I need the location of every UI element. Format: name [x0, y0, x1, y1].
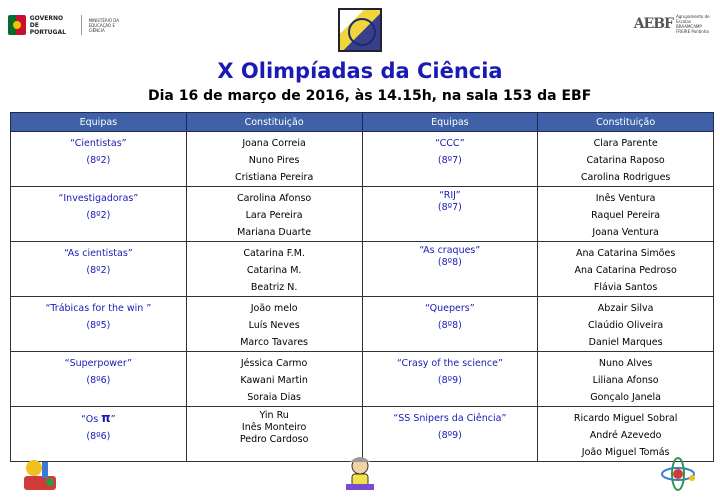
portugal-emblem-icon — [8, 15, 26, 35]
team-name: “Superpower” — [64, 358, 133, 369]
member-name: Gonçalo Janela — [590, 392, 661, 403]
team-class: (8º2) — [86, 265, 111, 276]
team-class: (8º8) — [437, 320, 462, 331]
member-name: Pedro Cardoso — [239, 434, 309, 445]
members-cell — [186, 297, 362, 352]
team-cell — [11, 297, 187, 352]
team-class: (8º2) — [86, 155, 111, 166]
pi-symbol: π — [101, 411, 111, 425]
column-header-members: Constituição — [538, 113, 714, 132]
table-row — [11, 352, 714, 407]
team-name: “Investigadoras” — [58, 193, 139, 204]
team-cell — [362, 187, 538, 242]
team-cell — [362, 297, 538, 352]
member-name: Soraia Dias — [247, 392, 302, 403]
school-name: Agrupamento de Escolas BRAAMCAMP FREIRE Pontinha — [676, 14, 710, 34]
member-name: Marco Tavares — [240, 337, 308, 348]
member-name: Nuno Pires — [248, 155, 300, 166]
member-name: Ricardo Miguel Sobral — [573, 413, 678, 424]
atom-clipart-icon — [658, 454, 698, 494]
team-name: “SS Snipers da Ciência” — [393, 413, 507, 424]
member-name: Joana Correia — [242, 138, 306, 149]
team-class: (8º9) — [437, 375, 462, 386]
member-name: Carolina Rodrigues — [580, 172, 671, 183]
team-cell — [11, 242, 187, 297]
member-name: Catarina F.M. — [243, 248, 305, 259]
team-class: (8º7) — [437, 155, 462, 166]
member-name: André Azevedo — [589, 430, 662, 441]
member-name: Abzair Silva — [597, 303, 654, 314]
ministry-name: MINISTÉRIO DA EDUCAÇÃO E CIÊNCIA — [88, 17, 120, 33]
member-name: Inês Monteiro — [241, 422, 307, 433]
member-name: Jéssica Carmo — [240, 358, 308, 369]
event-details: Dia 16 de março de 2016, às 14.15h, na sala 153 da EBF — [148, 88, 592, 104]
team-name: “Os π” — [81, 411, 116, 425]
members-cell — [538, 352, 714, 407]
member-name: Mariana Duarte — [237, 227, 312, 238]
table-row — [11, 297, 714, 352]
member-name: Yin Ru — [259, 410, 289, 421]
team-cell — [11, 187, 187, 242]
table-row — [11, 187, 714, 242]
member-name: Liliana Afonso — [592, 375, 659, 386]
column-header-teams: Equipas — [11, 113, 187, 132]
teams-table — [10, 112, 714, 462]
team-name: “Trábicas for the win ” — [45, 303, 152, 314]
member-name: Joana Ventura — [592, 227, 659, 238]
table-row — [11, 132, 714, 187]
member-name: Claúdio Oliveira — [588, 320, 664, 331]
government-logo — [8, 12, 128, 38]
logo-divider — [81, 15, 82, 35]
member-name: Catarina M. — [246, 265, 302, 276]
government-name: GOVERNO DE PORTUGAL — [29, 14, 66, 36]
table-header-row — [11, 113, 714, 132]
school-logo — [634, 14, 712, 34]
members-cell — [186, 187, 362, 242]
members-cell — [186, 132, 362, 187]
team-cell — [11, 132, 187, 187]
science-clipart-icon — [20, 454, 60, 494]
member-name: João Miguel Tomás — [581, 447, 670, 458]
team-name: “Crasy of the science” — [396, 358, 503, 369]
member-name: Nuno Alves — [598, 358, 653, 369]
team-class: (8º7) — [437, 202, 462, 213]
members-cell — [186, 242, 362, 297]
member-name: Kawani Martin — [240, 375, 308, 386]
scientist-clipart-icon — [340, 454, 380, 494]
olympiad-logo — [338, 8, 382, 52]
team-cell — [362, 242, 538, 297]
member-name: Clara Parente — [593, 138, 658, 149]
team-cell — [362, 352, 538, 407]
school-logo-text: AEBF — [633, 16, 673, 32]
team-cell — [362, 407, 538, 462]
team-name: “As craques” — [419, 245, 481, 256]
member-name: Lara Pereira — [245, 210, 303, 221]
team-name: “As cientistas” — [64, 248, 133, 259]
team-class: (8º6) — [86, 431, 111, 442]
team-cell — [362, 132, 538, 187]
team-name: “Quepers” — [425, 303, 475, 314]
member-name: Flávia Santos — [593, 282, 658, 293]
member-name: Raquel Pereira — [591, 210, 661, 221]
team-class: (8º5) — [86, 320, 111, 331]
member-name: Catarina Raposo — [586, 155, 665, 166]
member-name: Ana Catarina Pedroso — [574, 265, 677, 276]
member-name: Carolina Afonso — [237, 193, 312, 204]
team-cell — [11, 352, 187, 407]
team-class: (8º2) — [86, 210, 111, 221]
member-name: Inês Ventura — [595, 193, 656, 204]
team-class: (8º8) — [437, 257, 462, 268]
column-header-teams: Equipas — [362, 113, 538, 132]
member-name: Luís Neves — [248, 320, 300, 331]
members-cell — [538, 187, 714, 242]
column-header-members: Constituição — [186, 113, 362, 132]
member-name: João melo — [250, 303, 298, 314]
members-cell — [538, 242, 714, 297]
team-class: (8º9) — [437, 430, 462, 441]
team-name: “RIJ” — [439, 190, 461, 201]
team-name: “CCC” — [435, 138, 465, 149]
member-name: Ana Catarina Simões — [575, 248, 676, 259]
members-cell — [186, 407, 362, 462]
member-name: Daniel Marques — [588, 337, 663, 348]
page-title: X Olimpíadas da Ciência — [217, 59, 503, 83]
team-class: (8º6) — [86, 375, 111, 386]
member-name: Beatriz N. — [250, 282, 298, 293]
table-row — [11, 242, 714, 297]
team-name: “Cientistas” — [70, 138, 127, 149]
members-cell — [538, 132, 714, 187]
members-cell — [186, 352, 362, 407]
members-cell — [538, 297, 714, 352]
member-name: Cristiana Pereira — [234, 172, 314, 183]
